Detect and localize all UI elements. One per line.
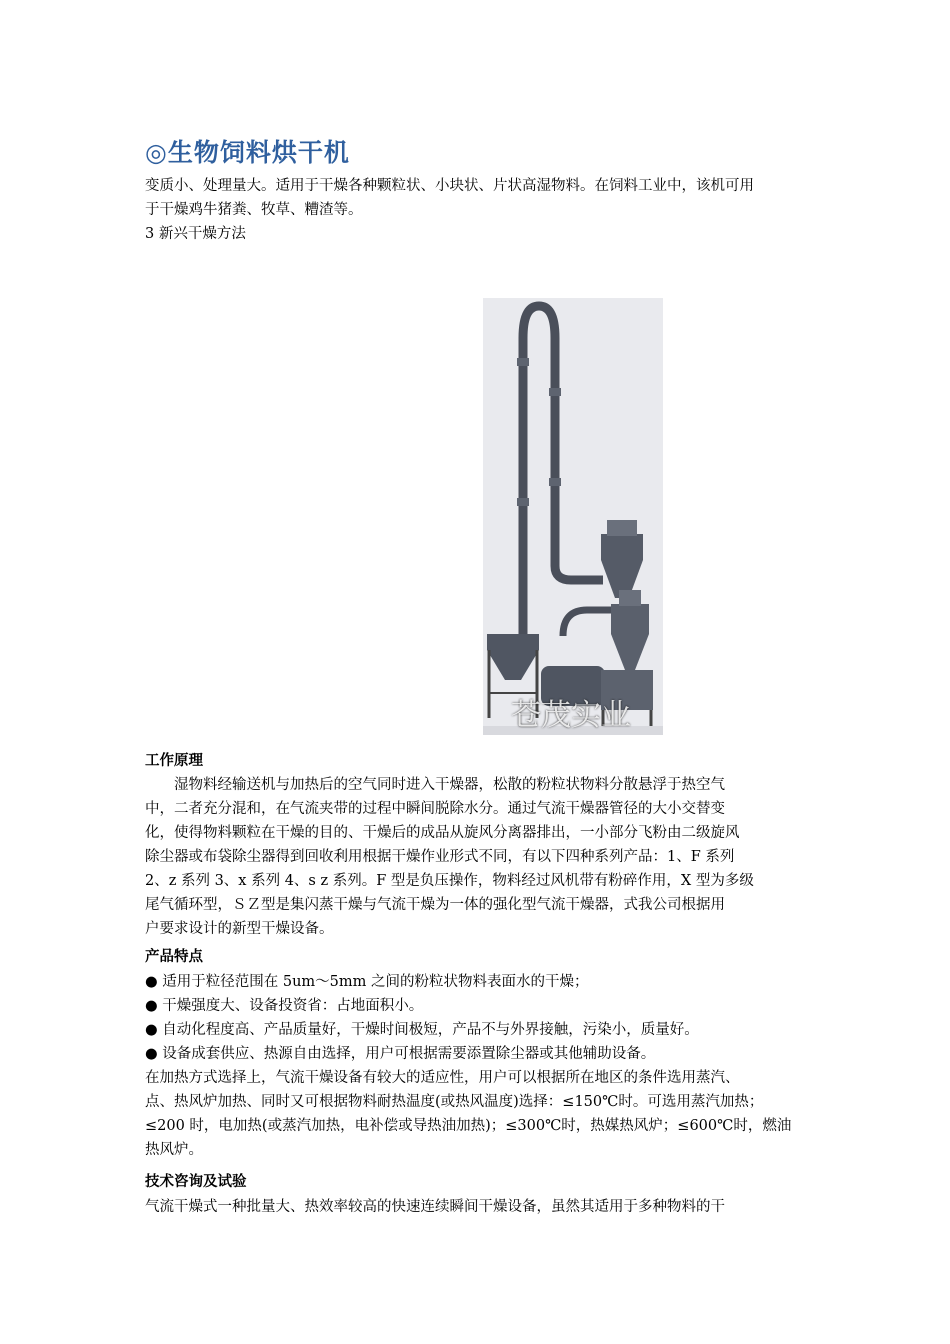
body-line: 点、热风炉加热、同时又可根据物料耐热温度(或热风温度)选择：≤150℃时。可选用蒸汽加热； <box>145 1094 764 1110</box>
section-heading: 技术咨询及试验 <box>145 1174 247 1190</box>
bullet-item: ● 自动化程度高、产品质量好，干燥时间极短，产品不与外界接触，污染小，质量好。 <box>145 1022 699 1038</box>
body-line: 2、z 系列 3、x 系列 4、s z 系列。F 型是负压操作，物料经过风机带有粉碎作用，X 型为多级 <box>145 873 754 889</box>
flash-dryer-machine-icon <box>483 298 663 735</box>
body-line: 湿物料经输送机与加热后的空气同时进入干燥器，松散的粉粒状物料分散悬浮于热空气 <box>145 777 725 793</box>
bullet-item: ● 干燥强度大、设备投资省：占地面积小。 <box>145 998 424 1014</box>
body-line: 除尘器或布袋除尘器得到回收利用根据干燥作业形式不同，有以下四种系列产品：1、F 系列 <box>145 849 735 865</box>
body-line: 在加热方式选择上，气流干燥设备有较大的适应性，用户可以根据所在地区的条件选用蒸汽、 <box>145 1070 740 1086</box>
body-line: 热风炉。 <box>145 1142 203 1158</box>
body-line: ≤200 时，电加热(或蒸汽加热，电补偿或导热油加热)；≤300℃时，热媒热风炉；≤600℃时，燃油 <box>145 1118 792 1134</box>
bullet-item: ● 适用于粒径范围在 5um～5mm 之间的粉粒状物料表面水的干燥； <box>145 974 589 990</box>
consulting-paragraph <box>145 1195 817 1219</box>
watermark-text: 苍茂实业 <box>511 698 631 733</box>
working-principle-paragraph <box>145 773 817 941</box>
intro-line: 变质小、处理量大。适用于干燥各种颗粒状、小块状、片状高湿物料。在饲料工业中，该机可用 <box>145 178 754 194</box>
intro-paragraph <box>145 174 817 246</box>
product-image <box>483 298 663 735</box>
page-title: ◎生物饲料烘干机 <box>145 138 350 167</box>
body-line: 化，使得物料颗粒在干燥的目的、干燥后的成品从旋风分离器排出，一小部分飞粉由二级旋风 <box>145 825 740 841</box>
intro-line: 于干燥鸡牛猪粪、牧草、糟渣等。 <box>145 202 363 218</box>
bullet-item: ● 设备成套供应、热源自由选择，用户可根据需要添置除尘器或其他辅助设备。 <box>145 1046 656 1062</box>
body-line: 户要求设计的新型干燥设备。 <box>145 921 334 937</box>
body-line: 尾气循环型，ＳＺ型是集闪蒸干燥与气流干燥为一体的强化型气流干燥器，式我公司根据用 <box>145 897 725 913</box>
features-paragraph <box>145 970 817 1162</box>
section-heading: 工作原理 <box>145 753 203 769</box>
section-heading: 产品特点 <box>145 949 203 965</box>
body-line: 气流干燥式一种批量大、热效率较高的快速连续瞬间干燥设备，虽然其适用于多种物料的干 <box>145 1199 725 1215</box>
section-label: 3 新兴干燥方法 <box>145 226 246 242</box>
body-line: 中，二者充分混和，在气流夹带的过程中瞬间脱除水分。通过气流干燥器管径的大小交替变 <box>145 801 725 817</box>
